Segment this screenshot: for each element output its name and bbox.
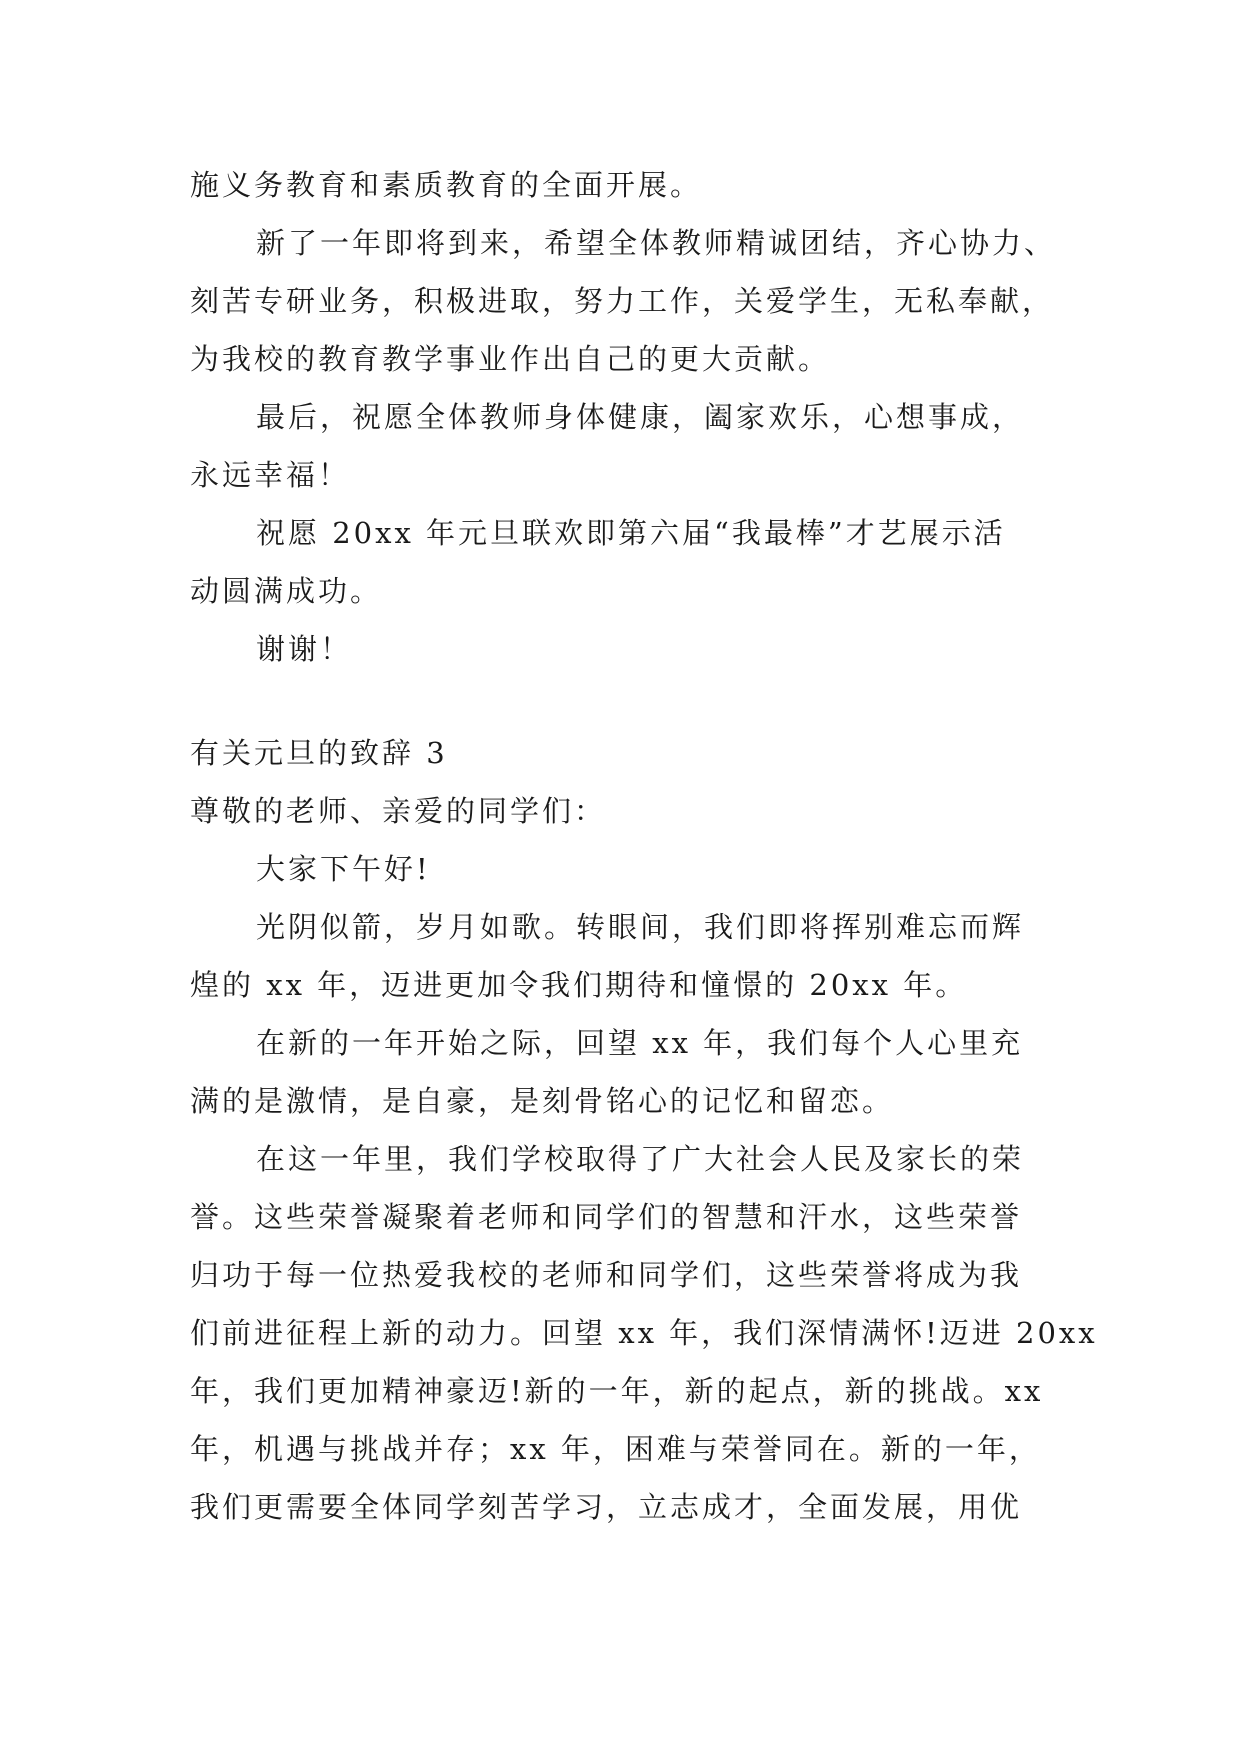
text-line: 刻苦专研业务，积极进取，努力工作，关爱学生，无私奉献， [190,284,1055,318]
salutation: 尊敬的老师、亲爱的同学们： [190,794,607,828]
text-line: 动圆满成功。 [190,574,383,608]
text-line: 大家下午好! [256,852,431,886]
text-line: 我们更需要全体同学刻苦学习，立志成才，全面发展，用优 [190,1490,1023,1524]
text-line: 煌的 xx 年，迈进更加令我们期待和憧憬的 20xx 年。 [190,968,968,1002]
text-line: 年，我们更加精神豪迈!新的一年，新的起点，新的挑战。xx [190,1374,1044,1408]
text-line: 们前进征程上新的动力。回望 xx 年，我们深情满怀!迈进 20xx [190,1316,1098,1350]
text-line: 在这一年里，我们学校取得了广大社会人民及家长的荣 [256,1142,1025,1176]
text-line: 永远幸福！ [190,458,351,492]
text-line: 誉。这些荣誉凝聚着老师和同学们的智慧和汗水，这些荣誉 [190,1200,1023,1234]
text-line: 祝愿 20xx 年元旦联欢即第六届“我最棒”才艺展示活 [256,516,1006,550]
text-line: 年，机遇与挑战并存；xx 年，困难与荣誉同在。新的一年， [190,1432,1041,1466]
text-line: 归功于每一位热爱我校的老师和同学们，这些荣誉将成为我 [190,1258,1023,1292]
text-line: 光阴似箭，岁月如歌。转眼间，我们即将挥别难忘而辉 [256,910,1025,944]
document-body [190,156,1098,1536]
text-line: 新了一年即将到来，希望全体教师精诚团结，齐心协力、 [256,226,1057,260]
section-gap [190,678,1070,724]
text-line: 最后，祝愿全体教师身体健康，阖家欢乐，心想事成， [256,400,1025,434]
text-line: 满的是激情，是自豪，是刻骨铭心的记忆和留恋。 [190,1084,895,1118]
text-line: 为我校的教育教学事业作出自己的更大贡献。 [190,342,831,376]
text-line: 施义务教育和素质教育的全面开展。 [190,168,703,202]
text-line: 在新的一年开始之际，回望 xx 年，我们每个人心里充 [256,1026,1024,1060]
section-title: 有关元旦的致辞 3 [190,736,448,770]
text-line: 谢谢！ [256,632,353,666]
